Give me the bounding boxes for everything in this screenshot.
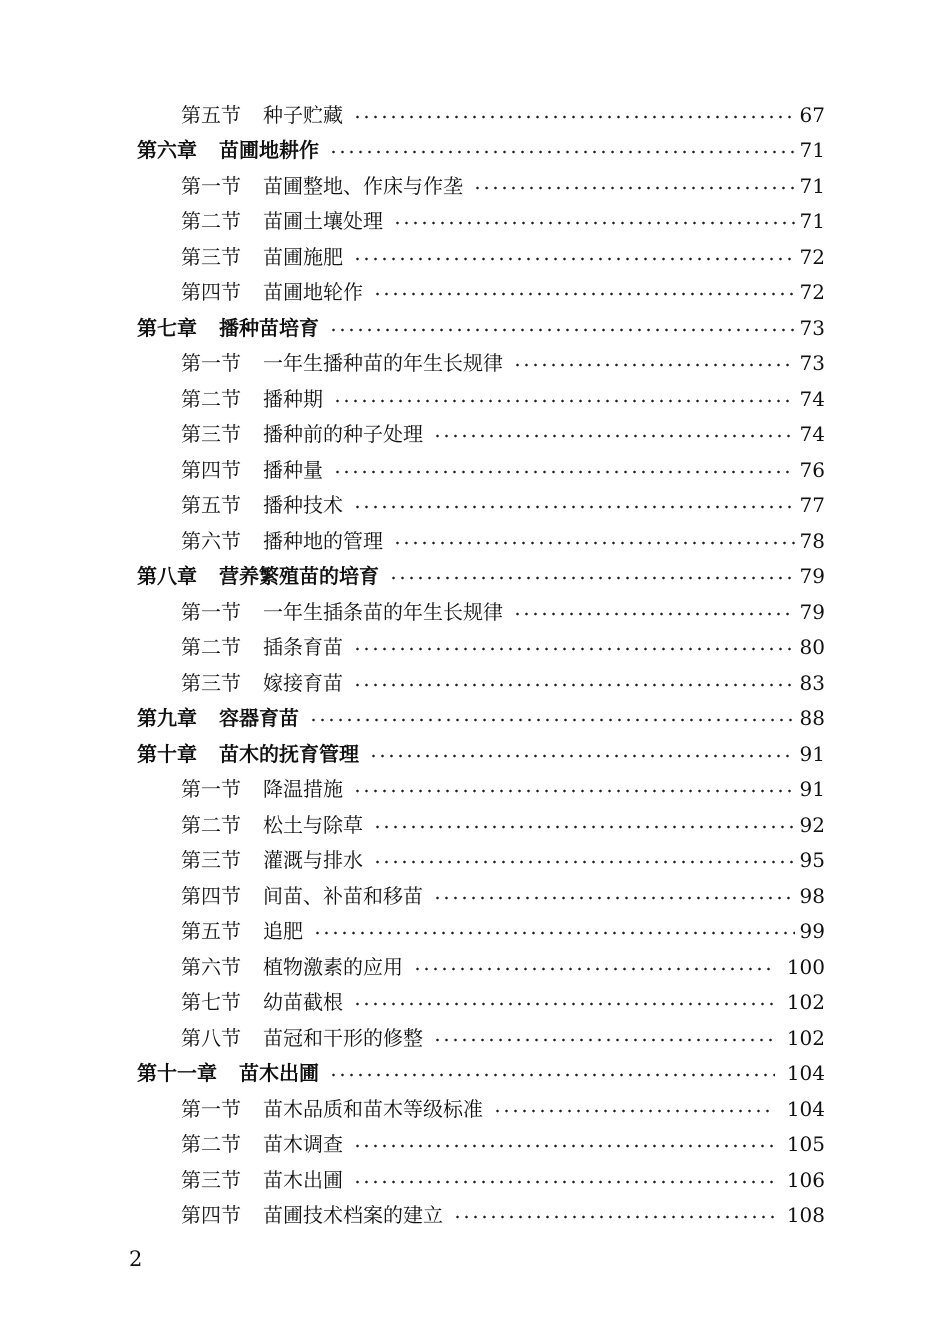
toc-entry-title: 播种量 (263, 457, 323, 482)
toc-section-row (0, 772, 950, 808)
toc-entry-page: 80 (799, 635, 825, 660)
toc-entry-number: 第七章 (137, 315, 197, 340)
toc-entry-page: 71 (799, 138, 825, 163)
toc-section-row (0, 97, 950, 133)
dot-leader (353, 1144, 775, 1148)
toc-entry-title: 一年生插条苗的年生长规律 (263, 599, 503, 624)
toc-entry-number: 第三节 (181, 244, 241, 269)
toc-section-row (0, 204, 950, 240)
dot-leader (393, 541, 795, 545)
toc-section-row (0, 275, 950, 311)
toc-entry-number: 第三节 (181, 1167, 241, 1192)
toc-section-row (0, 417, 950, 453)
toc-entry-title: 幼苗截根 (263, 990, 343, 1015)
toc-entry-title: 苗冠和干形的修整 (263, 1025, 423, 1050)
toc-section-row (0, 523, 950, 559)
dot-leader (393, 221, 795, 225)
toc-entry-number: 第六节 (181, 954, 241, 979)
dot-leader (353, 257, 795, 261)
toc-entry-title: 苗圃技术档案的建立 (263, 1203, 443, 1228)
toc-section-row (0, 665, 950, 701)
dot-leader (353, 1180, 775, 1184)
toc-entry-page: 99 (799, 919, 825, 944)
toc-entry-page: 72 (799, 280, 825, 305)
dot-leader (353, 505, 795, 509)
toc-entry-title: 播种技术 (263, 493, 343, 518)
toc-entry-title: 营养繁殖苗的培育 (219, 564, 379, 589)
toc-entry-number: 第五节 (181, 493, 241, 518)
toc-entry-title: 苗木出圃 (239, 1061, 319, 1086)
toc-entry-title: 嫁接育苗 (263, 670, 343, 695)
toc-entry-number: 第五节 (181, 102, 241, 127)
toc-section-row (0, 1091, 950, 1127)
toc-entry-number: 第九章 (137, 706, 197, 731)
toc-entry-number: 第五节 (181, 919, 241, 944)
dot-leader (313, 931, 795, 935)
toc-entry-number: 第二节 (181, 635, 241, 660)
toc-section-row (0, 1020, 950, 1056)
dot-leader (329, 150, 795, 154)
toc-chapter-row (0, 310, 950, 346)
toc-entry-page: 91 (799, 741, 825, 766)
toc-entry-page: 76 (799, 457, 825, 482)
toc-entry-page: 100 (786, 954, 825, 979)
toc-entry-number: 第八节 (181, 1025, 241, 1050)
toc-entry-number: 第十章 (137, 741, 197, 766)
toc-section-row (0, 630, 950, 666)
toc-entry-page: 88 (799, 706, 825, 731)
toc-entry-number: 第六章 (137, 138, 197, 163)
toc-entry-number: 第一节 (181, 351, 241, 376)
toc-section-row (0, 985, 950, 1021)
toc-entry-number: 第二节 (181, 812, 241, 837)
toc-entry-title: 植物激素的应用 (263, 954, 403, 979)
toc-entry-title: 苗木调查 (263, 1132, 343, 1157)
toc-entry-page: 92 (799, 812, 825, 837)
toc-entry-number: 第四节 (181, 280, 241, 305)
toc-chapter-row (0, 133, 950, 169)
toc-entry-page: 104 (786, 1096, 825, 1121)
dot-leader (353, 115, 795, 119)
dot-leader (413, 967, 775, 971)
toc-entry-title: 降温措施 (263, 777, 343, 802)
dot-leader (353, 789, 795, 793)
toc-entry-title: 苗圃地耕作 (219, 138, 319, 163)
toc-entry-page: 106 (786, 1167, 825, 1192)
dot-leader (373, 292, 795, 296)
toc-entry-page: 108 (786, 1203, 825, 1228)
toc-entry-page: 102 (786, 1025, 825, 1050)
toc-section-row (0, 346, 950, 382)
toc-entry-page: 95 (799, 848, 825, 873)
toc-entry-number: 第十一章 (137, 1061, 217, 1086)
toc-entry-title: 灌溉与排水 (263, 848, 363, 873)
toc-chapter-row (0, 701, 950, 737)
toc-entry-number: 第一节 (181, 599, 241, 624)
dot-leader (353, 647, 795, 651)
toc-entry-title: 苗圃施肥 (263, 244, 343, 269)
toc-entry-page: 71 (799, 173, 825, 198)
toc-section-row (0, 488, 950, 524)
dot-leader (333, 399, 795, 403)
toc-entry-number: 第一节 (181, 1096, 241, 1121)
toc-entry-number: 第二节 (181, 386, 241, 411)
toc-chapter-row (0, 1056, 950, 1092)
dot-leader (329, 328, 795, 332)
toc-entry-title: 插条育苗 (263, 635, 343, 660)
toc-entry-title: 苗木出圃 (263, 1167, 343, 1192)
toc-entry-page: 74 (799, 422, 825, 447)
toc-entry-page: 79 (799, 599, 825, 624)
toc-chapter-row (0, 736, 950, 772)
toc-entry-page: 83 (799, 670, 825, 695)
dot-leader (373, 860, 795, 864)
toc-entry-number: 第七节 (181, 990, 241, 1015)
toc-entry-number: 第三节 (181, 848, 241, 873)
toc-section-row (0, 949, 950, 985)
toc-entry-title: 苗木的抚育管理 (219, 741, 359, 766)
toc-entry-number: 第四节 (181, 883, 241, 908)
dot-leader (369, 754, 795, 758)
toc-section-row (0, 807, 950, 843)
toc-entry-title: 播种期 (263, 386, 323, 411)
toc-entry-title: 播种前的种子处理 (263, 422, 423, 447)
dot-leader (309, 718, 795, 722)
toc-entry-page: 79 (799, 564, 825, 589)
dot-leader (373, 825, 795, 829)
dot-leader (513, 612, 795, 616)
toc-entry-number: 第一节 (181, 173, 241, 198)
toc-section-row (0, 594, 950, 630)
toc-section-row (0, 381, 950, 417)
toc-section-row (0, 878, 950, 914)
toc-entry-page: 74 (799, 386, 825, 411)
dot-leader (433, 896, 795, 900)
toc-entry-page: 73 (799, 315, 825, 340)
toc-entry-page: 91 (799, 777, 825, 802)
toc-entry-page: 78 (799, 528, 825, 553)
toc-section-row (0, 1198, 950, 1234)
toc-entry-number: 第八章 (137, 564, 197, 589)
toc-entry-title: 苗圃整地、作床与作垄 (263, 173, 463, 198)
toc-entry-number: 第二节 (181, 1132, 241, 1157)
toc-entry-page: 77 (799, 493, 825, 518)
toc-entry-page: 104 (786, 1061, 825, 1086)
toc-entry-page: 67 (799, 102, 825, 127)
toc-section-row (0, 239, 950, 275)
toc-entry-number: 第三节 (181, 670, 241, 695)
toc-entry-title: 播种地的管理 (263, 528, 383, 553)
toc-entry-title: 苗圃土壤处理 (263, 209, 383, 234)
toc-entry-title: 一年生播种苗的年生长规律 (263, 351, 503, 376)
toc-section-row (0, 452, 950, 488)
toc-entry-page: 102 (786, 990, 825, 1015)
dot-leader (473, 186, 795, 190)
dot-leader (333, 470, 795, 474)
toc-entry-page: 71 (799, 209, 825, 234)
table-of-contents (0, 97, 950, 1233)
toc-section-row (0, 914, 950, 950)
dot-leader (513, 363, 795, 367)
page-number: 2 (129, 1247, 143, 1271)
toc-entry-number: 第三节 (181, 422, 241, 447)
toc-section-row (0, 843, 950, 879)
toc-entry-title: 容器育苗 (219, 706, 299, 731)
dot-leader (329, 1073, 775, 1077)
toc-chapter-row (0, 559, 950, 595)
toc-entry-number: 第二节 (181, 209, 241, 234)
toc-entry-title: 播种苗培育 (219, 315, 319, 340)
toc-entry-page: 105 (786, 1132, 825, 1157)
dot-leader (353, 683, 795, 687)
toc-entry-title: 追肥 (263, 919, 303, 944)
toc-entry-title: 苗木品质和苗木等级标准 (263, 1096, 483, 1121)
toc-section-row (0, 1162, 950, 1198)
dot-leader (389, 576, 795, 580)
dot-leader (493, 1109, 775, 1113)
toc-entry-number: 第四节 (181, 457, 241, 482)
toc-entry-title: 间苗、补苗和移苗 (263, 883, 423, 908)
toc-entry-number: 第四节 (181, 1203, 241, 1228)
toc-entry-page: 98 (799, 883, 825, 908)
toc-entry-title: 种子贮藏 (263, 102, 343, 127)
toc-entry-number: 第一节 (181, 777, 241, 802)
toc-entry-page: 72 (799, 244, 825, 269)
dot-leader (353, 1002, 775, 1006)
toc-section-row (0, 1127, 950, 1163)
toc-entry-number: 第六节 (181, 528, 241, 553)
toc-section-row (0, 168, 950, 204)
toc-entry-page: 73 (799, 351, 825, 376)
toc-entry-title: 松土与除草 (263, 812, 363, 837)
dot-leader (433, 434, 795, 438)
toc-entry-title: 苗圃地轮作 (263, 280, 363, 305)
dot-leader (433, 1038, 775, 1042)
dot-leader (453, 1215, 775, 1219)
